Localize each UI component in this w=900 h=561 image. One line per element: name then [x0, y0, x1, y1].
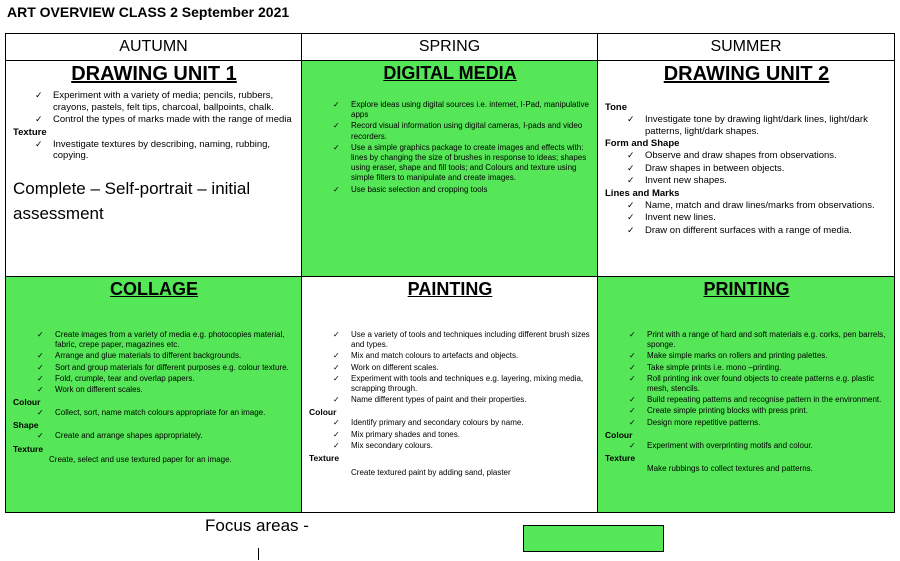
cell-printing	[598, 277, 895, 513]
list-item: ✓ Roll printing ink over found objects to create patterns e.g. plastic mesh, stencils.	[629, 373, 875, 394]
collage-texture-text: Create, select and use textured paper for an image.	[49, 454, 232, 464]
tick-icon: ✓	[627, 114, 635, 124]
tick-icon: ✓	[333, 142, 340, 152]
list-item: ✓ Experiment with a variety of media; pencils, rubbers, crayons, pastels, felt tips, charcoal, ballpoints, chalk.	[35, 90, 274, 113]
text-cursor	[258, 548, 259, 560]
list-item: ✓ Take simple prints i.e. mono –printing.	[629, 362, 782, 372]
list-item: ✓ Work on different scales.	[333, 362, 439, 372]
focus-areas-label: Focus areas -	[205, 516, 309, 535]
painting-colour-list	[309, 418, 591, 451]
unit-title-collage: COLLAGE	[110, 279, 198, 299]
list-item: ✓ Mix and match colours to artefacts and objects.	[333, 351, 519, 361]
term-autumn: AUTUMN	[6, 34, 302, 61]
tick-icon: ✓	[37, 431, 44, 441]
list-item: ✓ Record visual information using digital cameras, I-pads and video recorders.	[333, 121, 583, 141]
tone-list	[605, 114, 888, 137]
tick-icon: ✓	[333, 440, 340, 450]
list-item: ✓ Experiment with overprinting motifs and colour.	[629, 440, 813, 450]
tick-icon: ✓	[627, 212, 635, 222]
lines-marks-heading: Lines and Marks	[605, 187, 680, 199]
tick-icon: ✓	[333, 429, 340, 439]
tick-icon: ✓	[629, 440, 636, 450]
tick-icon: ✓	[627, 224, 635, 235]
list-item: ✓ Collect, sort, name match colours appropriate for an image.	[37, 408, 266, 418]
texture-heading: Texture	[13, 126, 47, 138]
tick-icon: ✓	[333, 351, 340, 361]
list-item: ✓ Use a simple graphics package to create images and effects with: lines by changing the size of brushes in response to ideas; shapes using eraser, shape and fill tools; and Colours and texture using simple filters to manipulate and create images.	[333, 142, 587, 183]
cell-collage	[6, 277, 302, 513]
list-item: ✓ Create and arrange shapes appropriately.	[37, 431, 203, 441]
digital-media-list	[309, 100, 591, 195]
tick-icon: ✓	[333, 330, 340, 339]
list-item: ✓ Invent new shapes.	[627, 175, 727, 186]
tick-icon: ✓	[35, 114, 43, 124]
list-item: ✓ Mix secondary colours.	[333, 440, 433, 450]
list-item: ✓ Create simple printing blocks with press print.	[629, 406, 808, 416]
list-item: ✓ Arrange and glue materials to different backgrounds.	[37, 351, 242, 361]
colour-heading: Colour	[13, 397, 41, 408]
drawing-1-list	[13, 90, 295, 126]
tick-icon: ✓	[627, 175, 635, 185]
texture-heading: Texture	[13, 443, 44, 454]
list-item: ✓ Use basic selection and cropping tools	[333, 184, 488, 194]
tick-icon: ✓	[333, 373, 340, 383]
cell-drawing-unit-1	[6, 61, 302, 277]
tick-icon: ✓	[627, 150, 635, 160]
overview-table	[5, 33, 895, 513]
list-item: ✓ Print with a range of hard and soft materials e.g. corks, pen barrels, sponge.	[629, 330, 886, 350]
list-item: ✓ Make simple marks on rollers and printing palettes.	[629, 351, 828, 361]
tick-icon: ✓	[333, 184, 340, 194]
list-item: ✓ Draw shapes in between objects.	[627, 162, 785, 174]
texture-heading: Texture	[605, 453, 636, 464]
unit-title-printing: PRINTING	[703, 279, 790, 299]
term-header-row	[6, 34, 895, 61]
tick-icon: ✓	[627, 162, 635, 173]
tick-icon: ✓	[629, 406, 636, 416]
tick-icon: ✓	[629, 330, 636, 339]
tick-icon: ✓	[37, 351, 44, 361]
list-item: ✓ Identify primary and secondary colours by name.	[333, 418, 524, 428]
list-item: ✓ Invent new lines.	[627, 212, 716, 223]
tick-icon: ✓	[37, 408, 44, 418]
tick-icon: ✓	[629, 351, 636, 361]
tick-icon: ✓	[333, 418, 340, 428]
tick-icon: ✓	[627, 199, 635, 210]
tick-icon: ✓	[333, 100, 340, 109]
unit-title-painting: PAINTING	[407, 279, 493, 299]
term-spring: SPRING	[302, 34, 598, 61]
tick-icon: ✓	[35, 138, 43, 149]
tick-icon: ✓	[35, 90, 43, 100]
unit-title-drawing-2: DRAWING UNIT 2	[663, 63, 830, 85]
tick-icon: ✓	[333, 395, 340, 405]
assessment-note: Complete – Self-portrait – initial assessment	[13, 178, 251, 223]
list-item: ✓ Investigate tone by drawing light/dark lines, light/dark patterns, light/dark shapes.	[627, 114, 868, 137]
tick-icon: ✓	[333, 121, 340, 131]
cell-drawing-unit-2	[598, 61, 895, 277]
focus-areas-swatch	[523, 525, 664, 552]
cell-digital-media	[302, 61, 598, 277]
printing-list	[605, 330, 888, 428]
tick-icon: ✓	[37, 373, 44, 383]
drawing-1-texture-list	[13, 139, 295, 162]
painting-list	[309, 330, 591, 405]
list-item: ✓ Design more repetitive patterns.	[629, 417, 761, 427]
list-item: ✓ Name, match and draw lines/marks from observations.	[627, 199, 875, 211]
page-title: ART OVERVIEW CLASS 2 September 2021	[7, 4, 290, 20]
tick-icon: ✓	[629, 362, 636, 372]
tone-heading: Tone	[605, 102, 627, 113]
list-item: ✓ Control the types of marks made with the range of media	[35, 114, 292, 125]
list-item: ✓ Name different types of paint and their properties.	[333, 395, 527, 405]
list-item: ✓ Observe and draw shapes from observations.	[627, 150, 837, 161]
list-item: ✓ Sort and group materials for different purposes e.g. colour texture.	[37, 362, 289, 372]
list-item: ✓ Create images from a variety of media e.g. photocopies material, fabric, crepe paper, magazines etc.	[37, 330, 285, 350]
texture-heading: Texture	[309, 453, 340, 464]
list-item: ✓ Explore ideas using digital sources i.e. internet, I-Pad, manipulative apps	[333, 100, 589, 120]
tick-icon: ✓	[629, 417, 636, 427]
collage-list	[13, 330, 295, 395]
list-item: ✓ Work on different scales.	[37, 385, 143, 395]
tick-icon: ✓	[37, 330, 44, 339]
unit-title-digital-media: DIGITAL MEDIA	[383, 63, 517, 83]
list-item: ✓ Investigate textures by describing, naming, rubbing, copying.	[35, 138, 271, 161]
list-item: ✓ Fold, crumple, tear and overlap papers.	[37, 373, 195, 383]
lines-marks-list	[605, 200, 888, 237]
tick-icon: ✓	[629, 373, 636, 383]
printing-colour-list	[605, 441, 888, 451]
collage-shape-list	[13, 431, 295, 441]
list-item: ✓ Draw on different surfaces with a range of media.	[627, 224, 852, 236]
painting-texture-text: Create textured paint by adding sand, plaster	[351, 468, 511, 478]
cell-painting	[302, 277, 598, 513]
colour-heading: Colour	[605, 429, 633, 440]
tick-icon: ✓	[37, 385, 44, 395]
form-shape-list	[605, 150, 888, 187]
list-item: ✓ Experiment with tools and techniques e.g. layering, mixing media, scrapping through.	[333, 373, 584, 394]
list-item: ✓ Mix primary shades and tones.	[333, 429, 460, 439]
list-item: ✓ Build repeating patterns and recognise pattern in the environment.	[629, 395, 882, 405]
unit-title-drawing-1: DRAWING UNIT 1	[71, 63, 237, 85]
printing-texture-text: Make rubbings to collect textures and patterns.	[647, 464, 813, 474]
term-summer: SUMMER	[598, 34, 895, 61]
tick-icon: ✓	[629, 395, 636, 405]
colour-heading: Colour	[309, 407, 337, 418]
collage-colour-list	[13, 408, 295, 418]
list-item: ✓ Use a variety of tools and techniques including different brush sizes and types.	[333, 330, 590, 350]
form-shape-heading: Form and Shape	[605, 138, 680, 149]
tick-icon: ✓	[333, 362, 340, 372]
shape-heading: Shape	[13, 420, 39, 431]
tick-icon: ✓	[37, 362, 44, 372]
